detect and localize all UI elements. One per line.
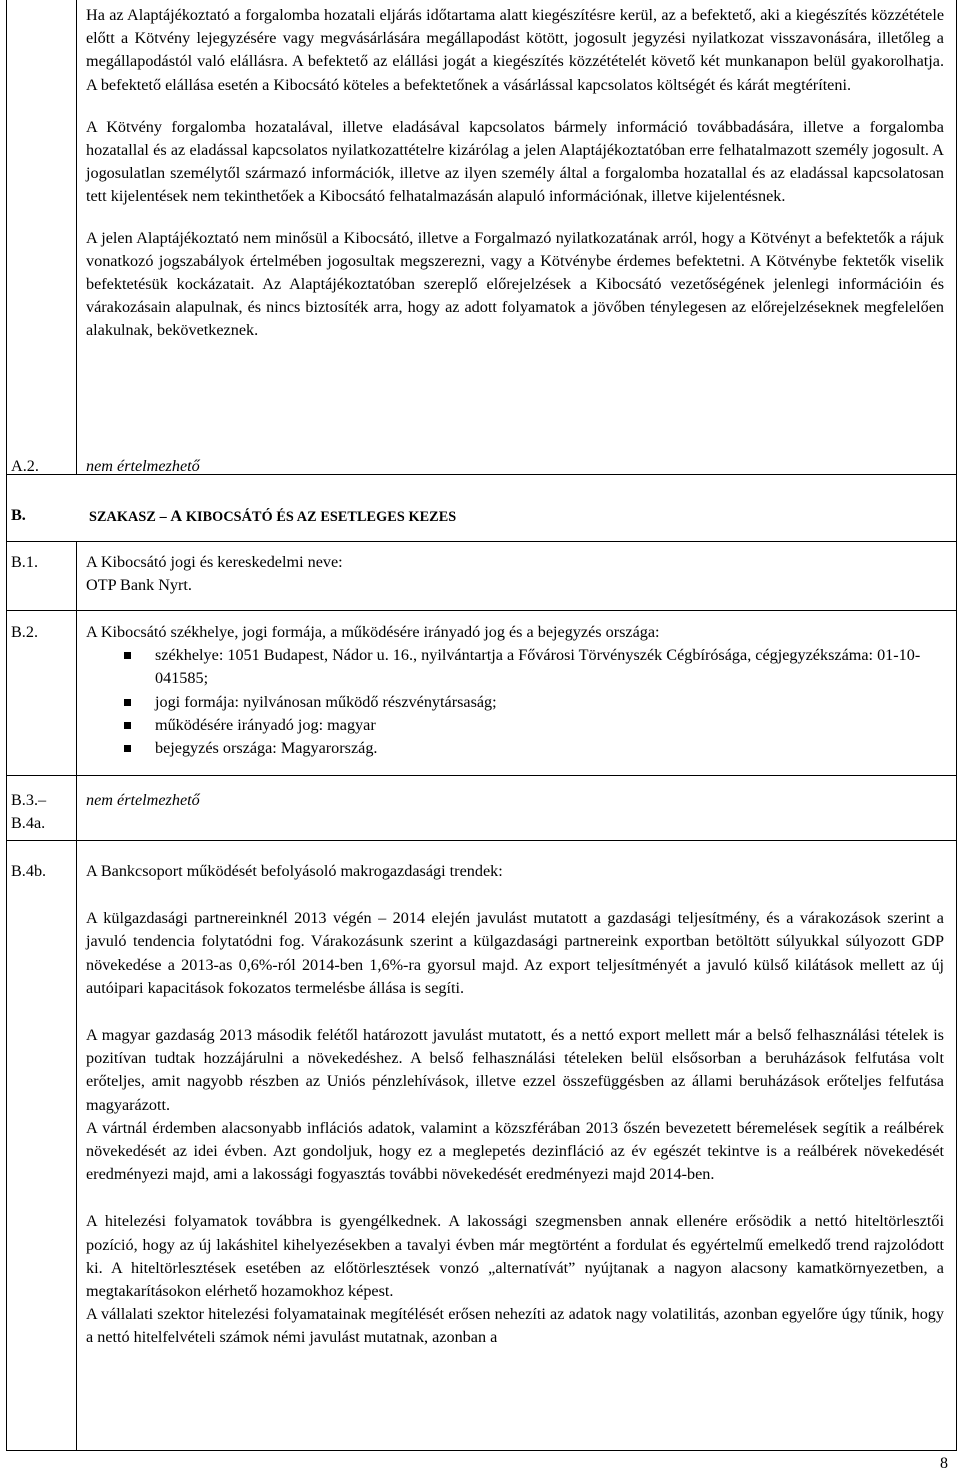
section-letter: B. xyxy=(11,506,26,524)
square-bullet-icon xyxy=(124,699,131,706)
square-bullet-icon xyxy=(124,722,131,729)
row-separator xyxy=(6,541,956,542)
square-bullet-icon xyxy=(124,652,131,659)
paragraph: A hitelezési folyamatok továbbra is gyengélkednek. A lakossági szegmensben annak ellenére erősödik a nettó hiteltörlesztői pozíció, hogy az új lakáshitel kihelyezésekben a tavalyi évben már megtörtént a fordulat és egyértelmű emelkedő trend rajzolódott ki. A hiteltörlesztések esetében az előtörlesztések vonzó „alternatívát” nyújtanak a nagyon alacsony kamatkörnyezetben, a megtakarításokon elérhető hozamokhoz képest. xyxy=(86,1212,944,1301)
paragraph: A jelen Alaptájékoztató nem minősül a Kibocsátó, illetve a Forgalmazó nyilatkozatának arról, hogy a Kötvényt a befektetők a rájuk vonatkozó jogszabályok értelmében jogosultak megszerezni, vagy a Kötvénybe érdemes befektetni. A Kötvénybe fektetők viselik befektetésük kockázatait. Az Alaptájékoztatóban szereplő előrejelzések a Kibocsátó vezetőségének jelenlegi információin és várakozásain alapulnak, és nincs biztosíték arra, hogy az adott folyamatok a jövőben ténylegesen az előrejelzéseknek megfelelően alakulnak, bekövetkeznek. xyxy=(86,228,944,340)
paragraph: A vállalati szektor hitelezési folyamatainak megítélését erősen nehezíti az adatok nagy volatilitás, azonban egyelőre úgy tűnik, hogy a nettó hitelfelvételi számok némi javulást mutatnak, azonban a xyxy=(86,1305,944,1347)
list-item-text: működésére irányadó jog: magyar xyxy=(155,715,376,734)
section-title xyxy=(89,505,456,529)
paragraph: Ha az Alaptájékoztató a forgalomba hozatali eljárás időtartama alatt kiegészítésre kerül, az a befektető, aki a kiegészítés közzététele előtt a Kötvény lejegyzésére vagy megvásárlására megállapodást kötött, jogosult jegyzési nyilatkozat visszavonására, illetőleg a megállapodástól való elállásra. A befektető az elállási jogát a kiegészítés közzétételét követő két munkanapon belül gyakorolhatja. A befektető elállása esetén a Kibocsátó köteles a befektetőnek a vásárlással kapcsolatos költségét és kárát megtéríteni. xyxy=(86,6,944,94)
not-applicable-text: nem értelmezhető xyxy=(86,791,200,809)
issuer-name-label: A Kibocsátó jogi és kereskedelmi neve: xyxy=(86,553,343,571)
b2-content xyxy=(86,621,944,760)
section-title-rest: KIBOCSÁTÓ ÉS AZ ESETLEGES KEZES xyxy=(182,509,457,525)
list-item xyxy=(86,714,944,737)
issuer-name: OTP Bank Nyrt. xyxy=(86,576,192,595)
row-label: B.2. xyxy=(11,623,38,641)
list-item xyxy=(86,691,944,714)
row-separator xyxy=(6,840,956,841)
a1-content xyxy=(86,4,944,343)
issuer-details-list xyxy=(86,644,944,760)
section-title-prefix: SZAKASZ – xyxy=(89,509,171,525)
row-label xyxy=(11,789,69,835)
row-label: B.4b. xyxy=(11,862,47,880)
list-item-text: jogi formája: nyilvánosan működő részvénytársaság; xyxy=(155,692,497,711)
paragraph: A vártnál érdemben alacsonyabb inflációs adatok, valamint a közszférában 2013 őszén bevezetett béremelések segítik a reálbérek növekedését az idei évben. Azt gondoljuk, hogy ez a meglepetés dezinfláció az év egészét tekintve is a reálbérek növekedését eredményezi majd, ami a lakossági fogyasztás további növekedését eredményezi majd 2014-ben. xyxy=(86,1118,944,1184)
column-divider xyxy=(76,541,77,1450)
b1-content xyxy=(86,551,944,597)
row-label: B.1. xyxy=(11,553,38,571)
column-divider xyxy=(76,0,77,475)
square-bullet-icon xyxy=(124,745,131,752)
list-item-text: bejegyzés országa: Magyarország. xyxy=(155,739,378,758)
row-label: A.2. xyxy=(11,457,39,475)
section-title-cap: A xyxy=(170,507,183,525)
page-number: 8 xyxy=(940,1455,948,1472)
b4b-heading: A Bankcsoport működését befolyásoló makrogazdasági trendek: xyxy=(86,862,503,880)
b4b-content xyxy=(86,860,944,1350)
paragraph: A külgazdasági partnereinknél 2013 végén – 2014 elején javulást mutatott a gazdasági teljesítmény, és a várakozások szerint a javuló tendencia folytatódni fog. Várakozásunk szerint a külgazdasági partnereink exportban betöltött súlyukkal súlyozott GDP növekedése a 2013-as 0,6%-ról 2014-ben 1,6%-ra gyorsul majd. Az export teljesítményét a javuló külső kilátások mellett az új autóipari kapacitások fokozatos termelésbe állása is segíti. xyxy=(86,909,944,997)
row-separator xyxy=(6,775,956,776)
row-label-line: B.4a. xyxy=(11,814,46,833)
paragraph: A Kötvény forgalomba hozatalával, illetve eladásával kapcsolatos bármely információ továbbadására, illetve a forgalomba hozatallal és az eladással kapcsolatos nyilatkozattételre kizárólag a jelen Alaptájékoztatóban erre felhatalmazott személy jogosult. A jogosulatlan személytől származó információk, illetve az ilyen személy által a forgalomba hozatallal és az eladással kapcsolatosan tett kijelentések nem tekinthetőek a Kibocsátó felhatalmazásán alapuló információnak, illetve kijelentésnek. xyxy=(86,117,944,206)
list-item xyxy=(86,644,944,690)
list-item-text: székhelye: 1051 Budapest, Nádor u. 16., nyilvántartja a Fővárosi Törvényszék Cégbírósága, cégjegyzékszáma: 01-10-041585; xyxy=(155,646,921,688)
row-separator xyxy=(6,610,956,611)
row-label-line: B.3.– xyxy=(11,791,47,809)
not-applicable-text: nem értelmezhető xyxy=(86,457,200,475)
paragraph: A magyar gazdaság 2013 második felétől határozott javulást mutatott, és a nettó export mellett már a belső felhasználási tételek is pozitívan tudtak hozzájárulni a növekedéshez. A belső felhasználási tételeken belül elsősorban a beruházások felfutása volt erőteljes, amit nagyobb részben az Uniós pénzlehívások, illetve ezzel összefüggésben az állami beruházások erőteljes felfutása magyarázott. xyxy=(86,1026,944,1114)
list-item xyxy=(86,737,944,760)
b2-intro: A Kibocsátó székhelye, jogi formája, a működésére irányadó jog és a bejegyzés országa: xyxy=(86,623,660,641)
